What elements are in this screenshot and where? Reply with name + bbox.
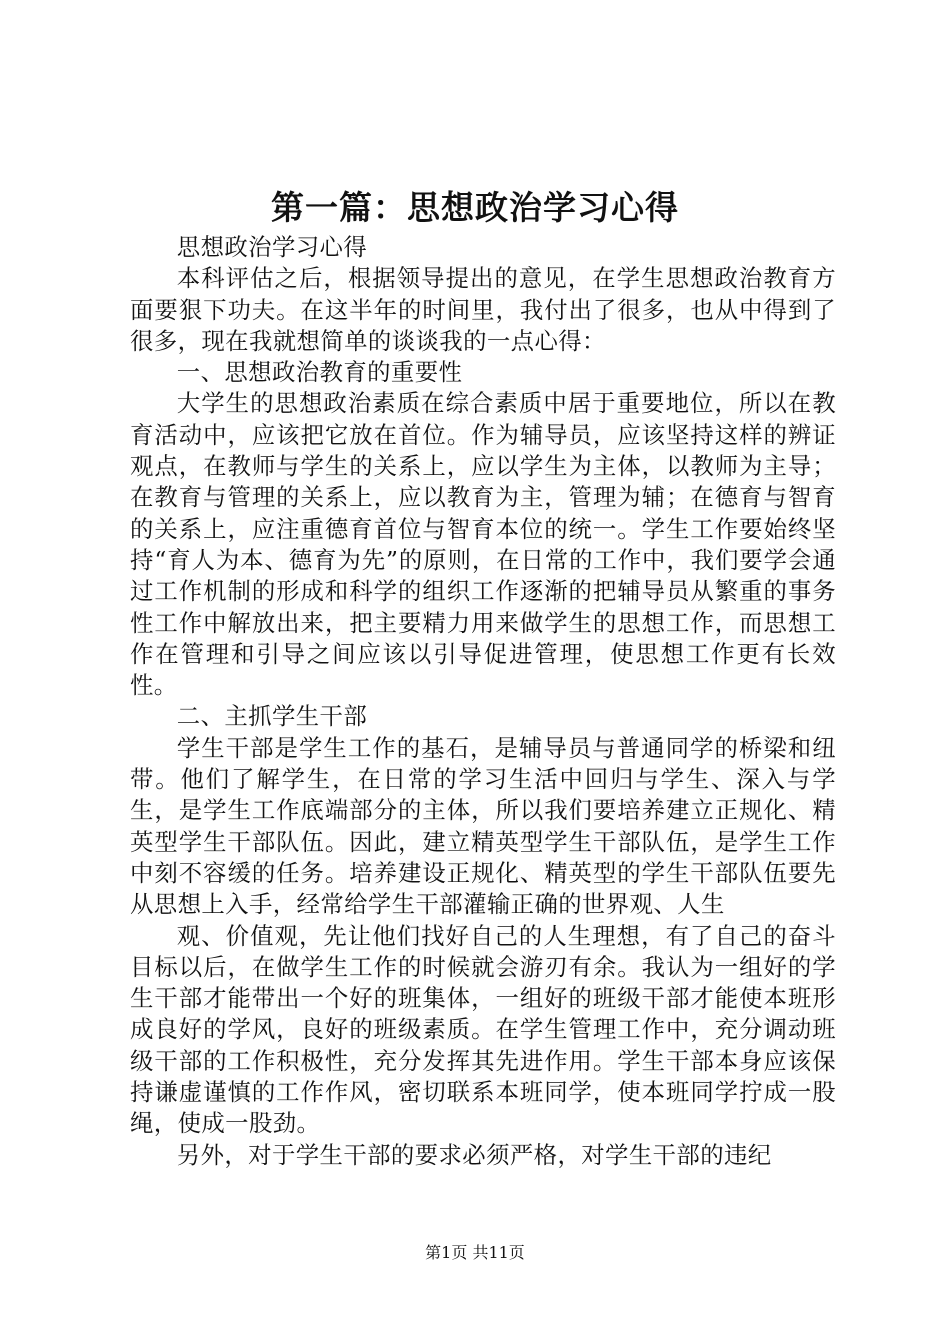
document-body bbox=[130, 232, 836, 1171]
section-heading-2: 二、主抓学生干部 bbox=[176, 702, 368, 731]
section-heading-1: 一、思想政治教育的重要性 bbox=[176, 358, 463, 387]
paragraph-subtitle: 思想政治学习心得 bbox=[176, 233, 368, 261]
paragraph-section-2c: 另外，对于学生干部的要求必须严格，对学生干部的违纪 bbox=[176, 1140, 772, 1169]
paragraph-section-2a: 学生干部是学生工作的基石，是辅导员与普通同学的桥梁和纽带。他们了解学生，在日常的学习生活中回归与学生、深入与学生，是学生工作底端部分的主体，所以我们要培养建立正规化、精英型学生干部队伍。因此，建立精英型学生干部队伍，是学生工作中刻不容缓的任务。培养建设正规化、精英型的学生干部队伍要先从思想上入手，经常给学生干部灌输正确的世界观、人生 bbox=[130, 733, 836, 919]
paragraph-intro: 本科评估之后，根据领导提出的意见，在学生思想政治教育方面要狠下功夫。在这半年的时间里，我付出了很多，也从中得到了很多，现在我就想简单的谈谈我的一点心得： bbox=[130, 264, 836, 355]
document-title: 第一篇：思想政治学习心得 bbox=[271, 188, 679, 227]
paragraph-section-2b: 观、价值观，先让他们找好自己的人生理想，有了自己的奋斗目标以后，在做学生工作的时候就会游刃有余。我认为一组好的学生干部才能带出一个好的班集体，一组好的班级干部才能使本班形成良好的学风，良好的班级素质。在学生管理工作中，充分调动班级干部的工作积极性，充分发挥其先进作用。学生干部本身应该保持谦虚谨慎的工作作风，密切联系本班同学，使本班同学拧成一股绳，使成一股劲。 bbox=[130, 921, 836, 1138]
paragraph-section-1: 大学生的思想政治素质在综合素质中居于重要地位，所以在教育活动中，应该把它放在首位。作为辅导员，应该坚持这样的辨证观点，在教师与学生的关系上，应以学生为主体，以教师为主导；在教育与管理的关系上，应以教育为主，管理为辅；在德育与智育的关系上，应注重德育首位与智育本位的统一。学生工作要始终坚持“育人为本、德育为先”的原则，在日常的工作中，我们要学会通过工作机制的形成和科学的组织工作逐渐的把辅导员从繁重的事务性工作中解放出来，把主要精力用来做学生的思想工作，而思想工作在管理和引导之间应该以引导促进管理，使思想工作更有长效性。 bbox=[130, 389, 836, 700]
page-footer: 第1页 共11页 bbox=[425, 1243, 525, 1262]
